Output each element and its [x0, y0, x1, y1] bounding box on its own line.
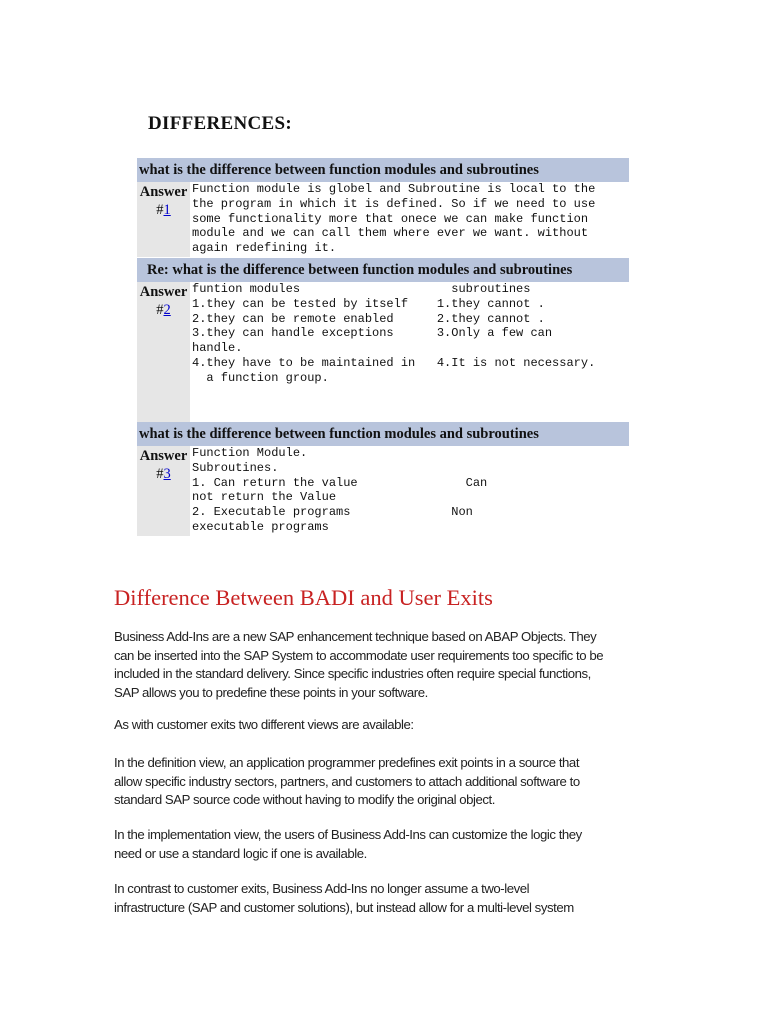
- paragraph: In the definition view, an application programmer predefines exit points in a source that allow specific industry sectors, partners, and customers to attach additional software to standard SAP source code without having to modify the original object.: [114, 755, 580, 807]
- qa-block-1: [137, 158, 629, 257]
- section-title: Difference Between BADI and User Exits: [114, 585, 493, 610]
- answer-number-link[interactable]: 1: [163, 202, 171, 218]
- answer-text: Function module is globel and Subroutine is local to the the program in which it is defined. So if we need to use some functionality more that onece we can make function module and we can call them where ever we want. without again redefining it.: [192, 182, 596, 256]
- paragraph: In the implementation view, the users of Business Add-Ins can customize the logic they need or use a standard logic if one is available.: [114, 827, 582, 861]
- answer-label: Answer: [139, 448, 188, 464]
- answer-number-link[interactable]: 2: [163, 302, 171, 318]
- answer-label: Answer: [139, 184, 188, 200]
- differences-heading: DIFFERENCES:: [148, 113, 293, 134]
- question-header: what is the difference between function modules and subroutines: [137, 422, 629, 446]
- qa-block-2: [137, 258, 629, 422]
- answer-row: [137, 282, 629, 422]
- answer-text: Function Module. Subroutines. 1. Can return the value Can not return the Value 2. Executable programs Non executable programs: [192, 446, 488, 534]
- paragraph: In contrast to customer exits, Business Add-Ins no longer assume a two-level infrastructure (SAP and customer solutions), but instead allow for a multi-level system: [114, 881, 574, 915]
- answer-row: [137, 182, 629, 257]
- answer-number: #1: [156, 202, 171, 218]
- answer-label-cell: [137, 282, 190, 422]
- answer-text: funtion modules subroutines 1.they can be tested by itself 1.they cannot . 2.they can be remote enabled 2.they cannot . 3.they can handle exceptions 3.Only a few can handle. 4.they have to be maintained in 4.It is not necessary. a function group.: [192, 282, 596, 385]
- paragraph: Business Add-Ins are a new SAP enhancement technique based on ABAP Objects. They can be inserted into the SAP System to accommodate user requirements too specific to be included in the standard delivery. Since specific industries often require special functions, SAP allows you to predefine these points in your software.: [114, 629, 604, 700]
- answer-number-link[interactable]: 3: [163, 466, 171, 482]
- answer-row: [137, 446, 629, 536]
- paragraph: As with customer exits two different views are available:: [114, 717, 414, 732]
- qa-block-3: [137, 422, 629, 536]
- question-header: Re: what is the difference between function modules and subroutines: [137, 258, 629, 282]
- answer-number: #2: [156, 302, 171, 318]
- question-header: what is the difference between function modules and subroutines: [137, 158, 629, 182]
- answer-label-cell: [137, 446, 190, 536]
- answer-label: Answer: [139, 284, 188, 300]
- answer-number: #3: [156, 466, 171, 482]
- answer-label-cell: [137, 182, 190, 257]
